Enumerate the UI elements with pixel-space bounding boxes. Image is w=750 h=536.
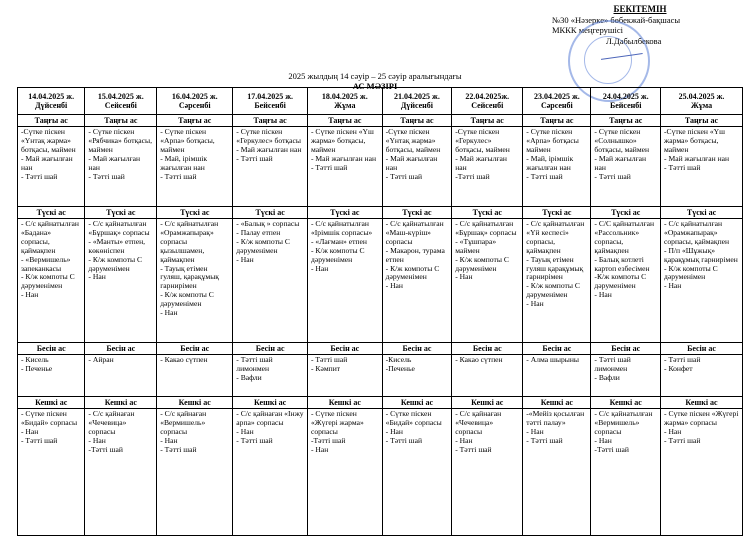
breakfast-row <box>18 127 743 207</box>
menu-cell: -Сүтке піскен «Үнтақ жарма» ботқасы, маймен - Май жағылған нан - Тәтті шай <box>18 127 85 207</box>
menu-cell: - С/с қайнаған «Чечевица» сорпасы - Нан - Тәтті шай <box>452 409 523 536</box>
menu-cell: - Алма шырыны <box>523 355 591 397</box>
menu-cell: -«Мейіз қосылған тәтті палау» - Нан - Тәтті шай <box>523 409 591 536</box>
day-header: 25.04.2025 ж. Жұма <box>661 88 743 115</box>
meal-label: Таңғы ас <box>523 115 591 127</box>
meal-label: Таңғы ас <box>661 115 743 127</box>
day-header: 14.04.2025 ж. Дүйсенбі <box>18 88 85 115</box>
menu-cell: -Сүтке піскен «Геркулес» ботқасы, маймен - Май жағылған нан -Тәтті шай <box>452 127 523 207</box>
menu-cell: - С/с қайнатылған «Вермишель» сорпасы - Нан -Тәтті шай <box>591 409 661 536</box>
meal-label: Бесін ас <box>85 343 157 355</box>
breakfast-label-row <box>18 115 743 127</box>
meal-label: Кешкі ас <box>523 397 591 409</box>
menu-cell: - Сүтке піскен «Солнышко» ботқасы, маймен - Май жағылған нан - Тәтті шай <box>591 127 661 207</box>
menu-cell: -Кисель -Печенье <box>382 355 452 397</box>
meal-label: Түскі ас <box>382 207 452 219</box>
menu-title: АС МӘЗІРІ <box>352 81 398 91</box>
menu-cell: -Сүтке піскен «Үш жарма» ботқасы, маймен - Май жағылған нан - Тәтті шай <box>661 127 743 207</box>
meal-label: Кешкі ас <box>452 397 523 409</box>
meal-label: Түскі ас <box>157 207 233 219</box>
meal-label: Түскі ас <box>591 207 661 219</box>
meal-label: Түскі ас <box>661 207 743 219</box>
menu-cell: -Сүтке піскен «Үнтақ жарма» ботқасы, маймен - Май жағылған нан - Тәтті шай <box>382 127 452 207</box>
meal-label: Таңғы ас <box>85 115 157 127</box>
menu-cell: - Сүтке піскен «Рябчика» ботқасы, маймен - Май жағылған нан - Тәтті шай <box>85 127 157 207</box>
day-header: 15.04.2025 ж. Сейсенбі <box>85 88 157 115</box>
menu-cell: - Какао сүтпен <box>157 355 233 397</box>
day-header: 16.04.2025 ж. Сәрсенбі <box>157 88 233 115</box>
meal-label: Кешкі ас <box>85 397 157 409</box>
meal-label: Кешкі ас <box>18 397 85 409</box>
meal-label: Кешкі ас <box>307 397 382 409</box>
approval-institution: №30 «Нәзерке» бөбекжай-бақшасы <box>552 14 681 25</box>
menu-cell: - Айран <box>85 355 157 397</box>
meal-label: Кешкі ас <box>591 397 661 409</box>
dinner-row <box>18 409 743 536</box>
day-header-row <box>18 88 743 115</box>
day-header: 24.04.2025 ж. Бейсенбі <box>591 88 661 115</box>
menu-cell: - «Балық » сорпасы - Палау етпен - К/ж компоты С дәруменімен - Нан <box>233 219 308 343</box>
menu-cell: - С/с қайнатылған «Орамжапырақ» сорпасы, қаймақпен - П/п «Шұжық» қарақұмық гарнирімен - К/ж компоты С дәруменімен - Нан <box>661 219 743 343</box>
meal-label: Бесін ас <box>233 343 308 355</box>
menu-cell: - С/с қайнатылған «Маш-күріш» сорпасы - Макарон, турама етпен - К/ж компоты С дәруменімен - Нан <box>382 219 452 343</box>
dinner-label-row <box>18 397 743 409</box>
menu-cell: - С/с қайнатылған «Үй кеспесі» сорпасы, қаймақпен - Тауық етімен гуляш қарақұмық гарнирімен - К/ж компоты С дәруменімен - Нан <box>523 219 591 343</box>
menu-cell: - Сүтке піскен «Арпа» ботқасы, маймен - Май, ірімшік жағылған нан - Тәтті шай <box>157 127 233 207</box>
meal-label: Түскі ас <box>452 207 523 219</box>
meal-label: Бесін ас <box>591 343 661 355</box>
meal-label: Таңғы ас <box>307 115 382 127</box>
menu-table <box>17 87 743 536</box>
menu-cell: - Сүтке піскен «Үш жарма» ботқасы, маймен - Май жағылған нан - Тәтті шай <box>307 127 382 207</box>
meal-label: Түскі ас <box>18 207 85 219</box>
day-header: 18.04.2025 ж. Жұма <box>307 88 382 115</box>
menu-cell: - Тәтті шай лимонмен - Вафли <box>233 355 308 397</box>
meal-label: Түскі ас <box>307 207 382 219</box>
meal-label: Таңғы ас <box>18 115 85 127</box>
menu-cell: - С/с қайнаған «Чечевица» сорпасы - Нан -Тәтті шай <box>85 409 157 536</box>
menu-cell: - Тәтті шай лимонмен - Вафли <box>591 355 661 397</box>
meal-label: Бесін ас <box>661 343 743 355</box>
meal-label: Таңғы ас <box>382 115 452 127</box>
meal-label: Түскі ас <box>85 207 157 219</box>
menu-cell: - Сүтке піскен «Арпа» ботқасы маймен - Май, ірімшік жағылған нан - Тәтті шай <box>523 127 591 207</box>
menu-cell: - С/с қайнаған «Інжу арпа» сорпасы - Нан - Тәтті шай <box>233 409 308 536</box>
approval-position: МККК меңгерушісі <box>552 25 623 35</box>
menu-cell: - Кисель - Печенье <box>18 355 85 397</box>
meal-label: Бесін ас <box>382 343 452 355</box>
menu-cell: - Какао сүтпен <box>452 355 523 397</box>
meal-label: Кешкі ас <box>157 397 233 409</box>
meal-label: Кешкі ас <box>661 397 743 409</box>
menu-cell: - С/с қайнатылған «Орамжапырақ» сорпасы қызылшамен, қаймақпен - Тауық етімен гуляш, қарақұмық гарнирімен - К/ж компоты С дәруменімен - Нан <box>157 219 233 343</box>
snack-row <box>18 355 743 397</box>
meal-label: Таңғы ас <box>157 115 233 127</box>
menu-cell: - Сүтке піскен «Жүгері жарма» сорпасы -Тәтті шай - Нан <box>307 409 382 536</box>
menu-cell: - Сүтке піскен «Жүгері жарма» сорпасы - Нан - Тәтті шай <box>661 409 743 536</box>
approval-title: БЕКІТЕМІН <box>613 4 667 14</box>
menu-cell: - Сүтке піскен «Бидай» сорпасы - Нан - Тәтті шай <box>18 409 85 536</box>
meal-label: Түскі ас <box>523 207 591 219</box>
menu-cell: - С/с қайнатылған «Бадана» сорпасы, қаймақпен - «Вермишель» запеканкасы - К/ж компоты С дәруменімен - Нан <box>18 219 85 343</box>
meal-label: Бесін ас <box>18 343 85 355</box>
meal-label: Бесін ас <box>157 343 233 355</box>
meal-label: Таңғы ас <box>591 115 661 127</box>
snack-label-row <box>18 343 743 355</box>
meal-label: Таңғы ас <box>233 115 308 127</box>
lunch-label-row <box>18 207 743 219</box>
menu-cell: - Тәтті шай - Конфет <box>661 355 743 397</box>
meal-label: Таңғы ас <box>452 115 523 127</box>
menu-cell: - С/с қайнатылған «Бұршақ» сорпасы - «Манты» етпен, көкөніспен - К/ж компоты С дәруменімен - Нан <box>85 219 157 343</box>
menu-cell: - С/С қайнатылған «Рассольник» сорпасы, қаймақпен - Балық котлеті картоп езбесімен -К/ж компоты С дәруменімен - Нан <box>591 219 661 343</box>
approval-signatory: Л.Дабылбекова <box>606 35 662 46</box>
day-header: 21.04.2025 ж. Дүйсенбі <box>382 88 452 115</box>
menu-cell: - С/с қайнатылған «Ірімшік сорпасы» - «Лағман» етпен - К/ж компоты С дәруменімен - Нан <box>307 219 382 343</box>
meal-label: Бесін ас <box>307 343 382 355</box>
meal-label: Кешкі ас <box>382 397 452 409</box>
day-header: 23.04.2025 ж. Сәрсенбі <box>523 88 591 115</box>
meal-label: Бесін ас <box>523 343 591 355</box>
menu-cell: - С/с қайнаған «Вермишель» сорпасы - Нан - Тәтті шай <box>157 409 233 536</box>
lunch-row <box>18 219 743 343</box>
menu-period: 2025 жылдың 14 сәуір – 25 сәуір аралығындағы <box>288 71 462 81</box>
menu-cell: - С/с қайнатылған «Бұршақ» сорпасы - «Тұшпара» маймен - К/ж компоты С дәруменімен - Нан <box>452 219 523 343</box>
menu-cell: - Сүтке піскен «Бидай» сорпасы - Нан - Тәтті шай <box>382 409 452 536</box>
menu-cell: - Тәтті шай - Кәмпит <box>307 355 382 397</box>
meal-label: Кешкі ас <box>233 397 308 409</box>
meal-label: Бесін ас <box>452 343 523 355</box>
meal-label: Түскі ас <box>233 207 308 219</box>
day-header: 22.04.2025ж. Сейсенбі <box>452 88 523 115</box>
day-header: 17.04.2025 ж. Бейсенбі <box>233 88 308 115</box>
menu-cell: - Сүтке піскен «Геркулес» ботқасы - Май жағылған нан - Тәтті шай <box>233 127 308 207</box>
